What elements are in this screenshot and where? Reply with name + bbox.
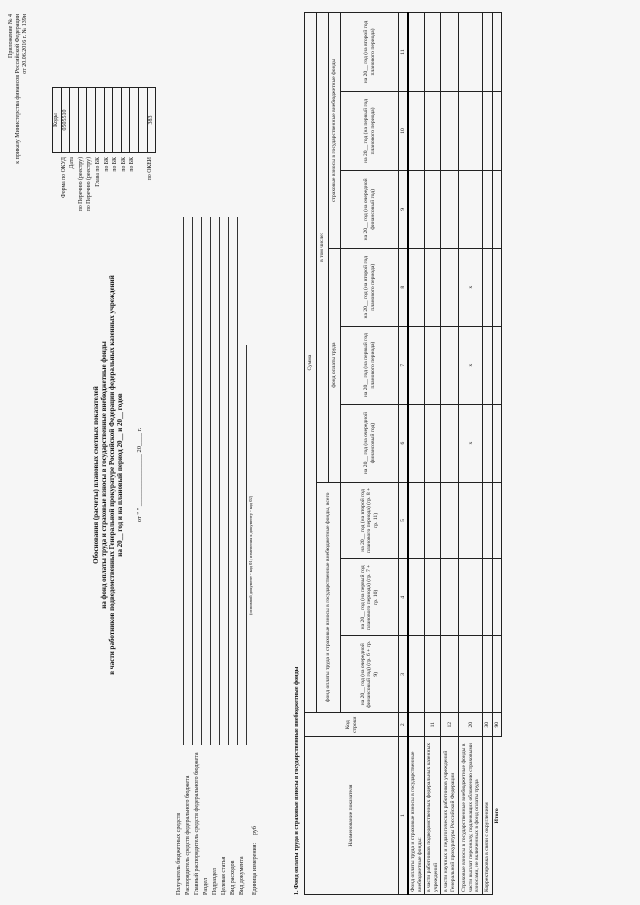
codes-header: Коды bbox=[53, 88, 62, 153]
row-name: Корректировка в связи с округлением bbox=[483, 737, 492, 895]
col-sum-header: Сумма bbox=[305, 13, 317, 713]
row-name: Страховые взносы в государственные внебюджетные фонды в части выплат персоналу, подлежащих обложению страховыми взносами, не включенных в фонд оплаты труда bbox=[459, 737, 483, 895]
date-line: от " " ________________ 20____ г. bbox=[136, 427, 143, 523]
code-okud: 0505510 bbox=[61, 88, 70, 153]
code-label-empty bbox=[138, 157, 147, 253]
table-row bbox=[459, 13, 483, 895]
table-row bbox=[441, 13, 459, 895]
x-mark: х bbox=[459, 404, 483, 482]
sub-header-11: на 20__ год (на второй год планового периода) bbox=[341, 13, 399, 92]
code-bk-2 bbox=[113, 88, 122, 153]
code-bk-1 bbox=[104, 88, 113, 153]
code-empty bbox=[138, 88, 147, 153]
col-num-1: 1 bbox=[399, 737, 409, 895]
label-main-distributor: Главный распорядитель средств федерального бюджета bbox=[194, 752, 200, 895]
group-insurance-header: страховые взносы в государственные внебюджетные фонды bbox=[329, 13, 341, 249]
col-num-8: 8 bbox=[399, 248, 409, 326]
code-label-bk-3: по БК bbox=[120, 157, 127, 172]
row-code: 30 bbox=[483, 713, 492, 737]
label-target-article: Целевая статья bbox=[221, 856, 227, 895]
code-registry-1 bbox=[78, 88, 87, 153]
code-label-date: Дата bbox=[69, 157, 76, 169]
row-name: Фонд оплаты труда и страховые взносы в государственные внебюджетные фонды: bbox=[408, 737, 424, 895]
code-registry-2 bbox=[87, 88, 96, 153]
row-code: 20 bbox=[459, 713, 483, 737]
label-recipient: Получатель бюджетных средств bbox=[176, 812, 182, 895]
table-row bbox=[483, 13, 492, 895]
table-row bbox=[492, 13, 501, 895]
sub-header-5: на 20__ год (на второй год планового периода) (гр. 8 + гр. 11) bbox=[341, 482, 399, 559]
x-mark: х bbox=[459, 248, 483, 326]
code-chapter bbox=[95, 88, 104, 153]
code-label-registry-1: по Перечню (реестру) bbox=[77, 157, 84, 212]
row-code: 12 bbox=[441, 713, 459, 737]
section-title: 1. Фонд оплаты труда и страховые взносы в государственные внебюджетные фонды bbox=[294, 666, 300, 895]
code-label-bk-2: по БК bbox=[112, 157, 119, 172]
label-expense-type: Вид расходов bbox=[230, 860, 236, 895]
sub-header-7: на 20__ год (на первый год планового периода) bbox=[341, 326, 399, 404]
group-fot-header: фонд оплаты труда bbox=[329, 248, 341, 482]
sub-header-4: на 20__ год (на первый год планового периода) (гр. 7 + гр. 10) bbox=[341, 559, 399, 636]
row-code: 90 bbox=[492, 713, 501, 737]
x-mark: х bbox=[459, 326, 483, 404]
codes-labels bbox=[52, 157, 155, 253]
code-okei: 383 bbox=[147, 88, 156, 153]
code-bk-3 bbox=[121, 88, 130, 153]
row-name: в части работников подведомственных федеральных казенных учреждений bbox=[425, 737, 441, 895]
table-row bbox=[425, 13, 441, 895]
col-num-9: 9 bbox=[399, 170, 409, 248]
sub-header-6: на 20__ год (на очередной финансовый год) bbox=[341, 404, 399, 482]
row-code: 11 bbox=[425, 713, 441, 737]
label-unit: Единица измерения: bbox=[252, 842, 258, 895]
title-line-1: Обоснования (расчеты) плановых сметных показателей bbox=[92, 386, 100, 564]
label-distributor: Распорядитель средств федерального бюджета bbox=[185, 775, 191, 895]
row-code bbox=[408, 713, 424, 737]
group-total-header: фонд оплаты труда и страховые взносы в государственные внебюджетные фонды, всего bbox=[317, 482, 341, 713]
col-num-4: 4 bbox=[399, 559, 409, 636]
appendix-note bbox=[8, 14, 29, 274]
code-date bbox=[70, 88, 79, 153]
sub-header-3: на 20__ год (на очередной финансовый год) (гр. 6 + гр. 9) bbox=[341, 636, 399, 713]
main-table bbox=[304, 12, 502, 895]
code-label-registry-2: по Перечню (реестру) bbox=[86, 157, 93, 212]
title-line-4: на 20__ год и на плановый период 20__ и 20__ годов bbox=[116, 393, 125, 557]
code-label-okei: по ОКЕИ bbox=[146, 157, 153, 181]
col-num-7: 7 bbox=[399, 326, 409, 404]
title-line-3: в части работников подведомственных Генеральной прокуратуре Российской Федерации федеральных казенных учреждений bbox=[108, 275, 117, 675]
document-type-hint: (основной документ - код 01; изменения к документу - код 02) bbox=[248, 495, 253, 615]
label-document-type: Вид документа bbox=[239, 856, 245, 895]
col-code-header: Код строки bbox=[305, 713, 399, 737]
title-line-2: на фонд оплаты труда и страховые взносы в государственные внебюджетные фонды bbox=[100, 341, 109, 609]
code-label-bk-1: по БК bbox=[103, 157, 110, 172]
col-num-6: 6 bbox=[399, 404, 409, 482]
sub-header-8: на 20__ год (на второй год планового периода) bbox=[341, 248, 399, 326]
label-section: Раздел bbox=[203, 878, 209, 895]
group-including-header: в том числе: bbox=[317, 13, 329, 483]
col-num-11: 11 bbox=[399, 13, 409, 92]
label-subsection: Подраздел bbox=[212, 868, 218, 895]
unit-value: руб bbox=[252, 826, 258, 835]
codes-table bbox=[52, 87, 156, 153]
code-label-chapter: Глава по БК bbox=[94, 157, 101, 187]
col-num-5: 5 bbox=[399, 482, 409, 559]
code-label-okud: Форма по ОКУД bbox=[60, 157, 67, 198]
document-title bbox=[92, 195, 124, 755]
col-num-10: 10 bbox=[399, 91, 409, 170]
appendix-line-2: к приказу Министерства финансов Российской Федерации bbox=[14, 14, 21, 164]
col-num-3: 3 bbox=[399, 636, 409, 713]
code-bk-4 bbox=[130, 88, 139, 153]
table-row bbox=[408, 13, 424, 895]
col-num-2: 2 bbox=[399, 713, 409, 737]
code-label-bk-4: по БК bbox=[129, 157, 136, 172]
requisites-block bbox=[176, 155, 264, 895]
row-name: в части научных и педагогических работников учреждений Генеральной прокуратуры Российской Федерации bbox=[441, 737, 459, 895]
row-name-total: Итого bbox=[492, 737, 501, 895]
sub-header-10: на 20__ год (на первый год планового периода) bbox=[341, 91, 399, 170]
col-name-header: Наименование показателя bbox=[305, 737, 399, 895]
appendix-line-3: от 20.06.2016 г. № 139н bbox=[21, 14, 28, 74]
sub-header-9: на 20__ год (на очередной финансовый год) bbox=[341, 170, 399, 248]
appendix-line-1: Приложение № 4 bbox=[8, 14, 14, 58]
